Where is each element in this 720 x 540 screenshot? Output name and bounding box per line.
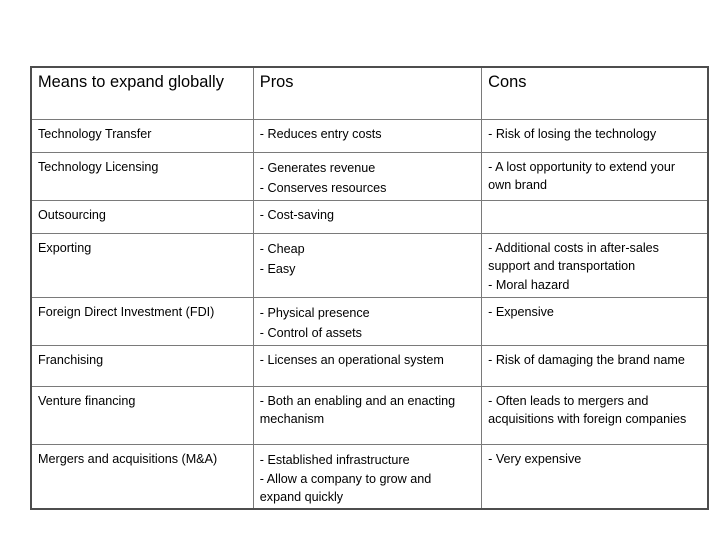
cons-item: - Often leads to mergers and acquisitions with foreign companies [488,393,687,426]
pros-cell [253,152,481,200]
header-pros: Pros [253,67,481,119]
pros-cell [253,345,481,386]
table-row [31,444,708,509]
pros-cell [253,200,481,233]
pros-cell [253,444,481,509]
means-cell: Foreign Direct Investment (FDI) [31,297,253,345]
cons-cell [482,200,708,233]
pros-item: - Allow a company to grow and expand quickly [259,471,432,504]
cons-cell [482,152,708,200]
pros-cell [253,119,481,152]
means-cell: Venture financing [31,386,253,444]
pros-item: - Licenses an operational system [259,352,444,367]
pros-item: - Both an enabling and an enacting mechanism [259,393,456,426]
cons-cell [482,233,708,297]
pros-item: - Generates revenue [259,160,376,175]
cons-item: - A lost opportunity to extend your own brand [488,159,676,192]
means-cell: Technology Licensing [31,152,253,200]
pros-item: - Control of assets [259,325,362,340]
table-row [31,297,708,345]
means-cell: Technology Transfer [31,119,253,152]
header-cons: Cons [482,67,708,119]
pros-item: - Easy [259,261,296,276]
means-cell: Outsourcing [31,200,253,233]
means-cell: Franchising [31,345,253,386]
pros-item: - Cost-saving [259,207,334,222]
table-row [31,119,708,152]
cons-item: - Very expensive [488,451,582,466]
pros-item: - Cheap [259,241,305,256]
comparison-table [30,66,709,510]
cons-item: - Risk of damaging the brand name [488,352,685,367]
pros-item: - Reduces entry costs [259,126,382,141]
cons-item: - Expensive [488,304,554,319]
cons-cell [482,444,708,509]
table-row [31,233,708,297]
pros-item: - Physical presence [259,305,370,320]
cons-cell [482,297,708,345]
cons-item: - Additional costs in after-sales support and transportation [488,240,659,273]
table-row [31,386,708,444]
cons-item: - Moral hazard [488,277,570,292]
cons-cell [482,386,708,444]
header-means: Means to expand globally [31,67,253,119]
means-cell: Mergers and acquisitions (M&A) [31,444,253,509]
header-row [31,67,708,119]
cons-cell [482,345,708,386]
table-row [31,345,708,386]
pros-item: - Established infrastructure [259,452,410,467]
pros-cell [253,297,481,345]
cons-cell [482,119,708,152]
cons-item: - Risk of losing the technology [488,126,657,141]
table-row [31,200,708,233]
table-row [31,152,708,200]
pros-cell [253,233,481,297]
pros-cell [253,386,481,444]
means-cell: Exporting [31,233,253,297]
pros-item: - Conserves resources [259,180,387,195]
